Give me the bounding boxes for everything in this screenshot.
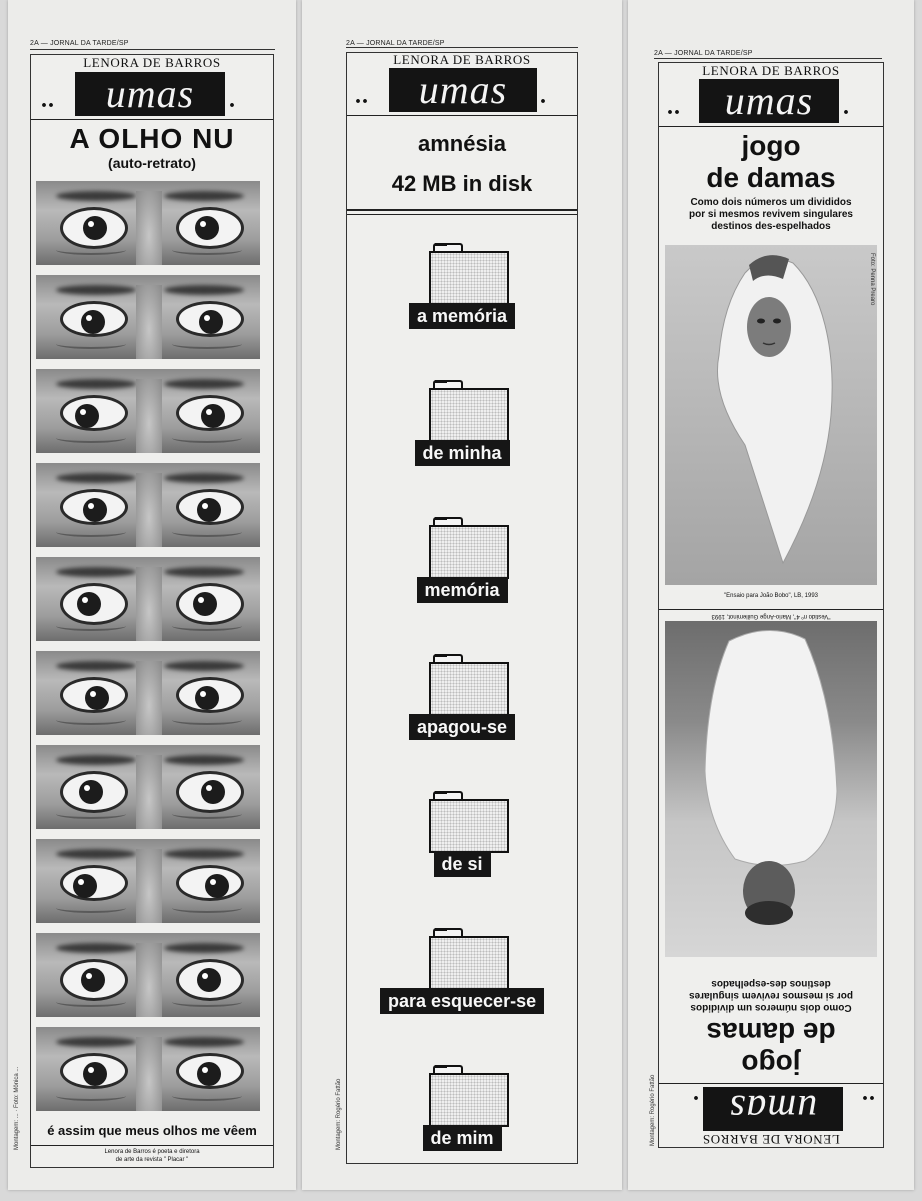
eye-right <box>176 959 244 1001</box>
folio-rule <box>654 58 882 59</box>
under-eye-crease <box>56 527 126 537</box>
eyebrow <box>56 285 136 295</box>
eye-left <box>60 677 128 713</box>
eyebrow <box>164 379 244 389</box>
eye-right <box>176 395 244 431</box>
masthead-dot-right: . <box>843 94 850 120</box>
eyebrow <box>164 755 244 765</box>
iris <box>195 686 219 710</box>
nose-bridge <box>136 1037 162 1111</box>
eyebrow <box>164 285 244 295</box>
eyebrow <box>56 191 136 201</box>
under-eye-crease <box>56 809 126 819</box>
eye-photo <box>36 1027 260 1111</box>
eye-left <box>60 207 128 249</box>
iris <box>83 498 107 522</box>
folder-label: de mim <box>423 1125 502 1151</box>
eye-photo <box>36 839 260 923</box>
headline-line-2: de damas <box>706 162 836 193</box>
eye-right <box>176 583 244 625</box>
subhead-line-1-mirrored: Como dois números um divididos <box>690 1002 852 1013</box>
masthead-dots-left: .. <box>41 87 55 113</box>
eye-right <box>176 1053 244 1089</box>
side-credit: Montagem: Rogério Fattão <box>650 1074 656 1146</box>
eyebrow <box>164 1037 244 1047</box>
footnote-line-2: de arte da revista " Placar " <box>115 1157 189 1163</box>
caption: é assim que meus olhos me vêem <box>47 1123 257 1138</box>
masthead-title: umas <box>389 68 537 112</box>
masthead <box>347 68 577 112</box>
eye-photo <box>36 463 260 547</box>
eye-right <box>176 301 244 337</box>
folder-icon <box>429 1065 509 1127</box>
column-frame <box>658 62 884 1148</box>
column-frame <box>30 54 274 1168</box>
byline: LENORA DE BARROS <box>83 55 221 70</box>
iris <box>81 968 105 992</box>
masthead-dots-left: .. <box>667 94 681 120</box>
headline-line-2-mirrored: de damas <box>706 1017 836 1048</box>
side-credit: Montagem: Rogério Fattão <box>336 1078 342 1150</box>
folder-label: apagou-se <box>409 714 515 740</box>
page-amnesia <box>302 0 622 1190</box>
nose-bridge <box>136 191 162 265</box>
iris <box>85 686 109 710</box>
folder-label: para esquecer-se <box>380 988 544 1014</box>
iris <box>197 968 221 992</box>
folder-body <box>429 662 509 716</box>
iris <box>79 780 103 804</box>
eyebrow <box>164 943 244 953</box>
eyebrow <box>164 191 244 201</box>
eye-left <box>60 959 128 1001</box>
folder-body <box>429 388 509 442</box>
folder-body <box>429 525 509 579</box>
nose-bridge <box>136 661 162 735</box>
eyebrow <box>56 379 136 389</box>
iris <box>201 404 225 428</box>
byline-mirrored: LENORA DE BARROS <box>702 1132 840 1147</box>
inverted-figure-image <box>665 621 877 957</box>
iris <box>77 592 101 616</box>
eye-right <box>176 489 244 525</box>
photo-credit: Foto: Penna Prearo <box>869 253 875 306</box>
masthead-rule <box>659 126 883 127</box>
headline-line-1-mirrored: jogo <box>741 1049 801 1080</box>
eye-right <box>176 677 244 713</box>
folder-body <box>429 936 509 990</box>
subhead-line-3: destinos des-espelhados <box>711 221 831 232</box>
under-eye-crease <box>172 903 242 913</box>
headline: A OLHO NU <box>69 123 235 154</box>
under-eye-crease <box>172 715 242 725</box>
page-folio: 2A — JORNAL DA TARDE/SP <box>654 50 753 57</box>
masthead-dots-left: .. <box>355 83 369 109</box>
nose-bridge <box>136 567 162 641</box>
nose-bridge <box>136 379 162 453</box>
iris <box>195 216 219 240</box>
iris <box>197 498 221 522</box>
nose-bridge <box>136 849 162 923</box>
folder-label: de si <box>434 851 491 877</box>
folder-icon <box>429 791 509 853</box>
eyebrow <box>56 1037 136 1047</box>
eyebrow <box>56 473 136 483</box>
headline-rule-1 <box>347 209 577 211</box>
eye-right <box>176 771 244 813</box>
eyebrow <box>56 755 136 765</box>
byline: LENORA DE BARROS <box>702 63 840 78</box>
under-eye-crease <box>172 245 242 255</box>
folder-label: a memória <box>409 303 515 329</box>
iris <box>199 310 223 334</box>
folder-label: memória <box>417 577 508 603</box>
caption-lower: "Vestido nº 4", Mario-Ange Guilleminot, 1993 <box>711 613 831 619</box>
nose-bridge <box>136 473 162 547</box>
eyebrow <box>56 661 136 671</box>
column-frame <box>346 52 578 1164</box>
eye-photo <box>36 933 260 1017</box>
caption-rule <box>31 1145 273 1146</box>
subhead: (auto-retrato) <box>108 155 196 171</box>
page-folio: 2A — JORNAL DA TARDE/SP <box>30 40 129 47</box>
masthead-rule-mirrored <box>659 1083 883 1084</box>
iris <box>81 310 105 334</box>
eye-photo <box>36 181 260 265</box>
masthead-dots-left-mirrored: .. <box>861 1090 875 1116</box>
under-eye-crease <box>56 339 126 349</box>
folder-body <box>429 799 509 853</box>
masthead-rule <box>31 119 273 120</box>
eye-left <box>60 395 128 431</box>
folio-rule <box>346 47 578 48</box>
photo-vestido-n4 <box>665 621 877 957</box>
iris <box>205 874 229 898</box>
subhead-line-2: por si mesmos revivem singulares <box>689 209 853 220</box>
eye-left <box>60 1053 128 1089</box>
masthead-rule <box>347 115 577 116</box>
under-eye-crease <box>56 245 126 255</box>
eye-left <box>60 301 128 337</box>
page-folio: 2A — JORNAL DA TARDE/SP <box>346 40 445 47</box>
mirrored-title-block <box>659 961 883 1147</box>
headline-line-2: 42 MB in disk <box>391 171 533 196</box>
folio-rule <box>30 49 275 50</box>
iris <box>197 1062 221 1086</box>
nose-bridge <box>136 755 162 829</box>
footnote-line-1: Lenora de Barros é poeta e diretora <box>104 1149 200 1155</box>
under-eye-crease <box>172 621 242 631</box>
eyebrow <box>56 849 136 859</box>
iris <box>83 1062 107 1086</box>
under-eye-crease <box>56 1091 126 1101</box>
folder-icon <box>429 243 509 305</box>
eyebrow <box>164 473 244 483</box>
under-eye-crease <box>172 809 242 819</box>
masthead-dot-right: . <box>540 83 547 109</box>
folder-icon <box>429 517 509 579</box>
eye-photo <box>36 651 260 735</box>
under-eye-crease <box>172 527 242 537</box>
side-credit: Montagem: ... · Foto: Mônica ... <box>14 1066 20 1150</box>
eye-photo <box>36 369 260 453</box>
page-a-olho-nu <box>8 0 296 1190</box>
eye-photo <box>36 557 260 641</box>
under-eye-crease <box>56 621 126 631</box>
under-eye-crease <box>56 433 126 443</box>
under-eye-crease <box>172 1091 242 1101</box>
under-eye-crease <box>56 997 126 1007</box>
headline-line-1: amnésia <box>417 131 507 156</box>
eyebrow <box>164 661 244 671</box>
hooded-figure-image <box>665 245 877 585</box>
iris <box>73 874 97 898</box>
subhead-line-2-mirrored: por si mesmos revivem singulares <box>689 990 853 1001</box>
masthead-dot-right-mirrored: . <box>692 1090 699 1116</box>
folder-label: de minha <box>415 440 510 466</box>
eye-right <box>176 207 244 249</box>
masthead-title-mirrored: umas <box>703 1087 843 1131</box>
caption-upper: "Ensaio para João Bobo", LB, 1993 <box>724 593 818 599</box>
iris <box>75 404 99 428</box>
headline-line-1: jogo <box>741 130 801 161</box>
under-eye-crease <box>172 997 242 1007</box>
under-eye-crease <box>172 433 242 443</box>
subhead-line-3-mirrored: destinos des-espelhados <box>711 978 831 989</box>
iris <box>83 216 107 240</box>
eye-left <box>60 583 128 625</box>
masthead-title: umas <box>699 79 839 123</box>
under-eye-crease <box>56 903 126 913</box>
eyebrow <box>56 567 136 577</box>
eye-photo <box>36 275 260 359</box>
eyebrow <box>56 943 136 953</box>
folder-body <box>429 1073 509 1127</box>
headline-rule-2 <box>347 214 577 215</box>
iris <box>201 780 225 804</box>
under-eye-crease <box>56 715 126 725</box>
nose-bridge <box>136 285 162 359</box>
folder-icon <box>429 380 509 442</box>
byline: LENORA DE BARROS <box>393 52 531 67</box>
nose-bridge <box>136 943 162 1017</box>
iris <box>193 592 217 616</box>
page-jogo-de-damas <box>628 0 914 1190</box>
photo-divider <box>659 609 883 610</box>
masthead-mirrored <box>659 1087 883 1131</box>
eye-left <box>60 771 128 813</box>
photo-ensaio-para-joao-bobo <box>665 245 877 585</box>
eye-left <box>60 489 128 525</box>
masthead <box>659 79 883 123</box>
masthead-dot-right: . <box>229 87 236 113</box>
eyebrow <box>164 849 244 859</box>
eye-photo <box>36 745 260 829</box>
folder-body <box>429 251 509 305</box>
folder-icon <box>429 928 509 990</box>
masthead <box>31 72 273 116</box>
eyebrow <box>164 567 244 577</box>
subhead-line-1: Como dois números um divididos <box>690 197 852 208</box>
eye-right <box>176 865 244 901</box>
folder-icon <box>429 654 509 716</box>
masthead-title: umas <box>75 72 225 116</box>
eye-left <box>60 865 128 901</box>
under-eye-crease <box>172 339 242 349</box>
